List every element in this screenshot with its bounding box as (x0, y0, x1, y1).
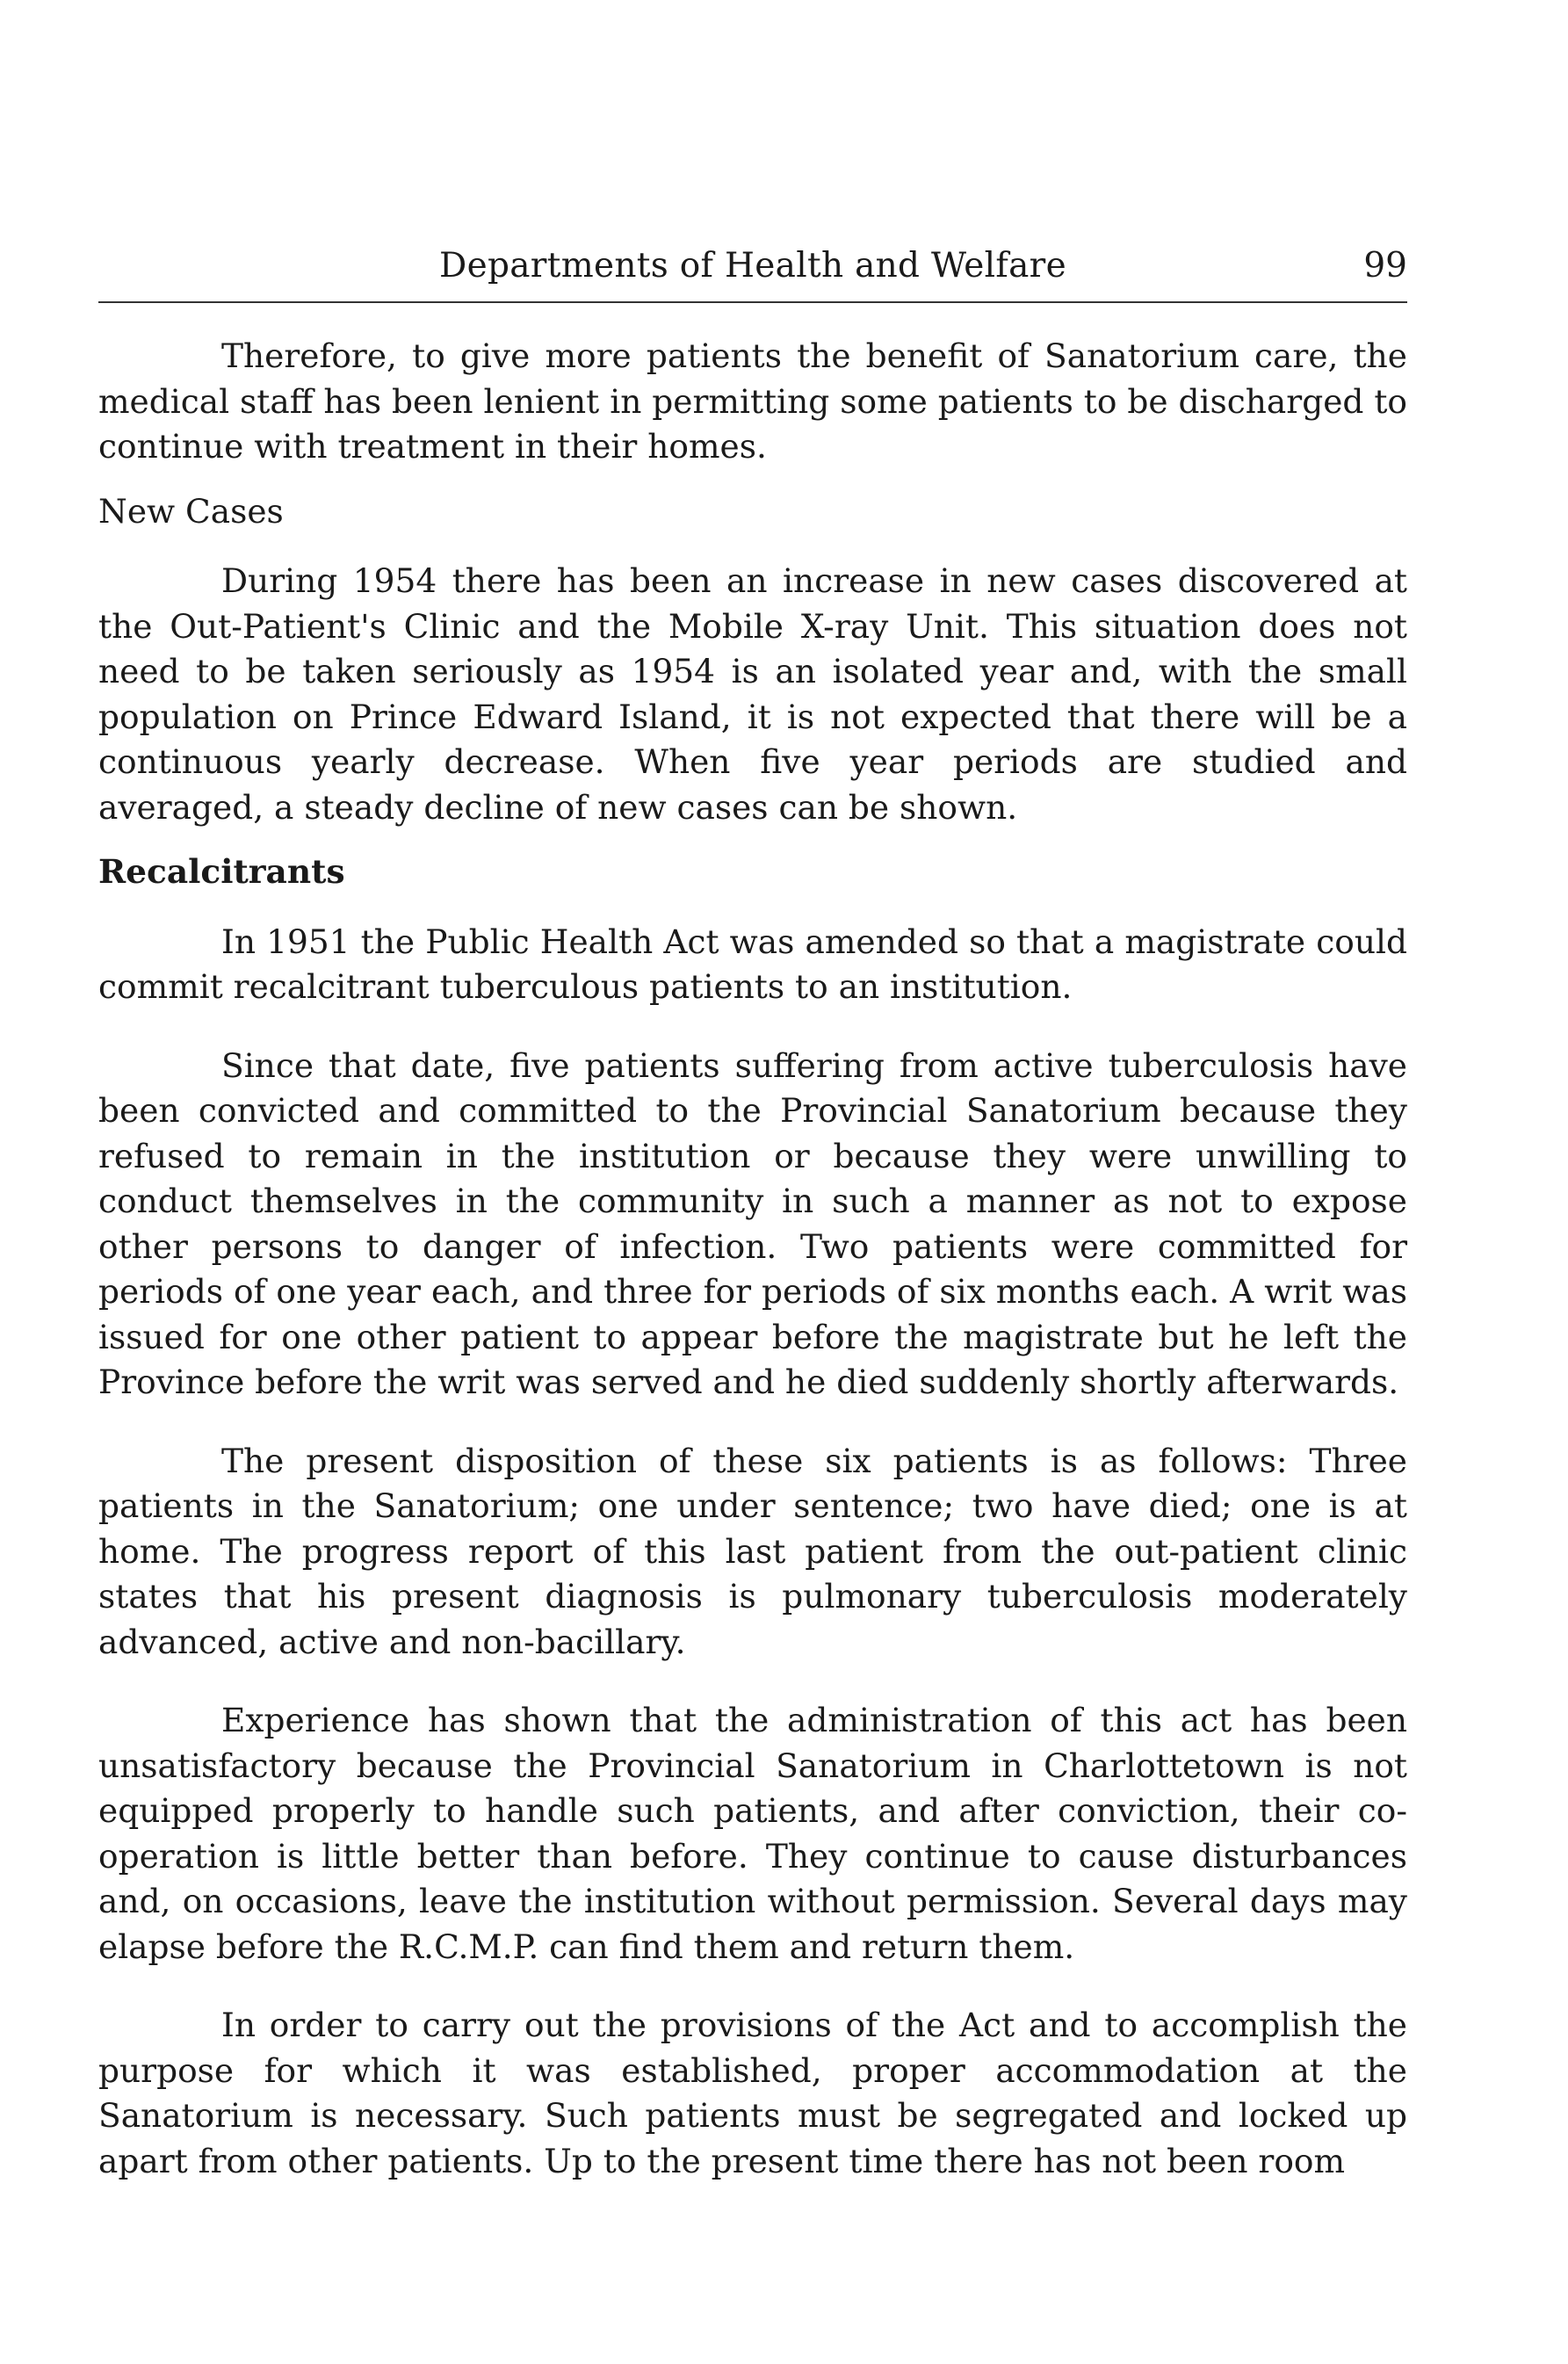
body-text (98, 334, 1407, 2217)
paragraph-new-cases: During 1954 there has been an increase in new cases discovered at the Out-Patient's Clinic and the Mobile X-ray Unit. This situation does not need to be taken seriously as 1954 is an isolated year and, with the small population on Prince Edward Island, it is not expected that there will be a continuous yearly decrease. When five year periods are studied and averaged, a steady decline of new cases can be shown. (98, 561, 1407, 827)
section-heading-recalcitrants: Recalcitrants (98, 852, 345, 891)
paragraph-convicted-patients: Since that date, five patients suffering from active tuberculosis have been convicted and committed to the Provincial Sanatorium because they refused to remain in the institution or because they were unwilling to conduct themselves in the community in such a manner as not to expose other persons to danger of infection. Two patients were committed for periods of one year each, and three for periods of six months each. A writ was issued for one other patient to appear before the magistrate but he left the Province before the writ was served and he died suddenly shortly afterwards. (98, 1045, 1407, 1401)
page-number: 99 (1363, 246, 1407, 286)
running-title: Departments of Health and Welfare (439, 246, 1066, 286)
running-header (98, 242, 1407, 294)
paragraph-public-health-act: In 1951 the Public Health Act was amended so that a magistrate could commit recalcitrant tuberculous patients to an institution. (98, 922, 1407, 1006)
header-rule (98, 301, 1407, 303)
paragraph-accommodation: In order to carry out the provisions of the Act and to accomplish the purpose for which it was established, proper accommodation at the Sanatorium is necessary. Such patients must be segregated and locked up apart from other patients. Up to the present time there has not been room (98, 2006, 1407, 2180)
section-heading-new-cases: New Cases (98, 491, 284, 531)
paragraph-present-disposition: The present disposition of these six patients is as follows: Three patients in the Sanatorium; one under sentence; two have died; one is at home. The progress report of this last patient from the out-patient clinic states that his present diagnosis is pulmonary tuberculosis moderately advanced, active and non-bacillary. (98, 1441, 1407, 1661)
paragraph-administration-experience: Experience has shown that the administration of this act has been unsatisfactory because the Provincial Sanatorium in Charlottetown is not equipped properly to handle such patients, and after conviction, their co-operation is little better than before. They continue to cause disturbances and, on occasions, leave the institution without permission. Several days may elapse before the R.C.M.P. can find them and return them. (98, 1701, 1407, 1966)
paragraph-sanatorium-care: Therefore, to give more patients the benefit of Sanatorium care, the medical staff has been lenient in permitting some patients to be discharged to continue with treatment in their homes. (98, 336, 1407, 466)
